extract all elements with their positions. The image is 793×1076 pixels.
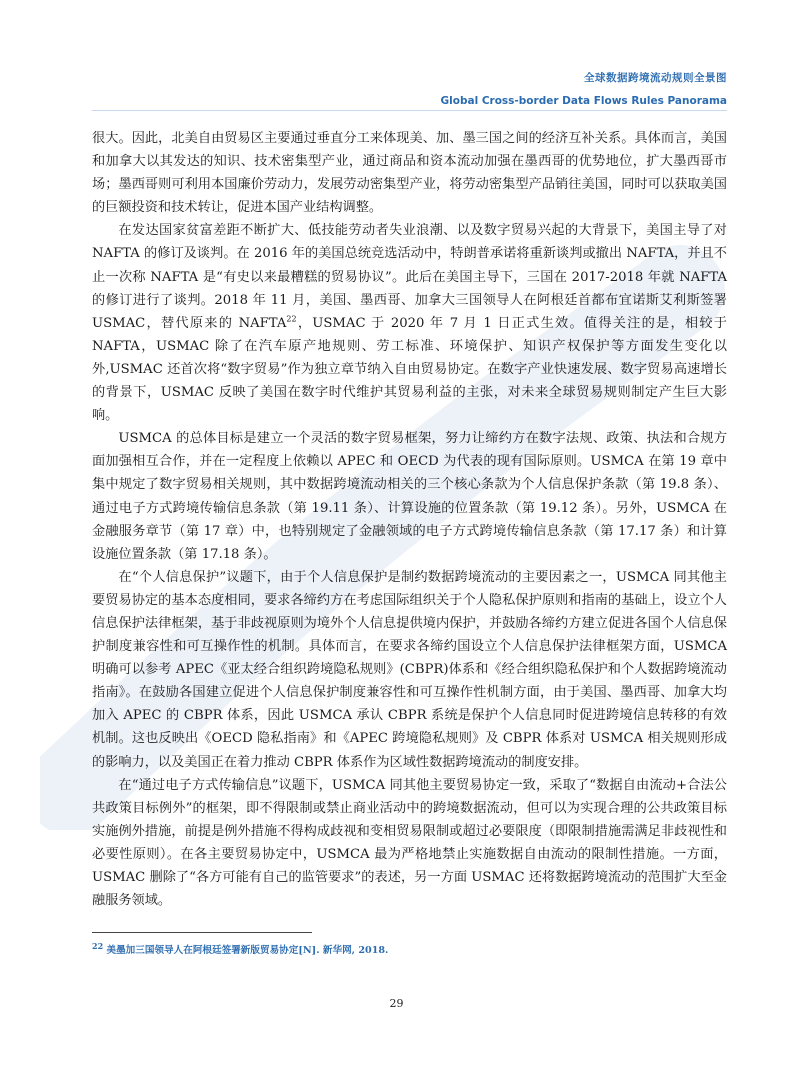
paragraph-1: 很大。因此，北美自由贸易区主要通过垂直分工来体现美、加、墨三国之间的经济互补关系。具体而言，美国和加拿大以其发达的知识、技术密集型产业，通过商品和资本流动加强在墨西哥的优势地位，扩大墨西哥市场；墨西哥则可利用本国廉价劳动力，发展劳动密集型产业，将劳动密集型产品销往美国，同时可以获取美国的巨额投资和技术转让，促进本国产业结构调整。 bbox=[92, 131, 727, 216]
header-title-en: Global Cross-border Data Flows Rules Panorama bbox=[440, 95, 727, 107]
paragraph-2-part-1: 在发达国家贫富差距不断扩大、低技能劳动者失业浪潮、以及数字贸易兴起的大背景下，美国主导了对 NAFTA 的修订及谈判。在 2016 年的美国总统竞选活动中，特朗普承诺将重新谈判或撤出 NAFTA，并且不止一次称 NAFTA 是“有史以来最糟糕的贸易协议”。此后在美国主导下，三国在 2017-2018 年就 NAFTA 的修订进行了谈判。2018 年 11 月，美国、墨西哥、加拿大三国领导人在阿根廷首都布宜诺斯艾利斯签署 USMAC，替代原来的 NAFTA bbox=[92, 223, 727, 331]
paragraph-2 bbox=[92, 219, 727, 427]
footnote-mark: 22 bbox=[92, 940, 104, 951]
body-text bbox=[92, 127, 727, 912]
header-title-cn: 全球数据跨境流动规则全景图 bbox=[584, 72, 727, 84]
footnote-divider bbox=[92, 932, 312, 933]
paragraph-4: 在“个人信息保护”议题下，由于个人信息保护是制约数据跨境流动的主要因素之一，USMCA 同其他主要贸易协定的基本态度相同，要求各缔约方在考虑国际组织关于个人隐私保护原则和指南的基础上，设立个人信息保护法律框架，基于非歧视原则为境外个人信息提供境内保护，并鼓励各缔约方建立促进各国个人信息保护制度兼容性和可互操作性的机制。具体而言，在要求各缔约国设立个人信息保护法律框架方面，USMCA 明确可以参考 APEC《亚太经合组织跨境隐私规则》(CBPR)体系和《经合组织隐私保护和个人数据跨境流动指南》。在鼓励各国建立促进个人信息保护制度兼容性和可互操作性机制方面，由于美国、墨西哥、加拿大均加入 APEC 的 CBPR 体系，因此 USMCA 承认 CBPR 系统是保护个人信息同时促进跨境信息转移的有效机制。这也反映出《OECD 隐私指南》和《APEC 跨境隐私规则》及 CBPR 体系对 USMCA 相关规则形成的影响力，以及美国正在着力推动 CBPR 体系作为区域性数据跨境流动的制度安排。 bbox=[92, 569, 727, 770]
running-header bbox=[441, 70, 727, 107]
header-divider bbox=[92, 110, 727, 111]
footnote-ref[interactable]: 22 bbox=[286, 314, 297, 324]
paragraph-5: 在“通过电子方式传输信息”议题下，USMCA 同其他主要贸易协定一致，采取了“数据自由流动+合法公共政策目标例外”的框架，即不得限制或禁止商业活动中的跨境数据流动，但可以为实现合理的公共政策目标实施例外措施，前提是例外措施不得构成歧视和变相贸易限制或超过必要限度（即限制措施需满足非歧视性和必要性原则）。在各主要贸易协定中，USMCA 最为严格地禁止实施数据自由流动的限制性措施。一方面，USMAC 删除了“各方可能有自己的监管要求”的表述，另一方面 USMAC 还将数据跨境流动的范围扩大至金融服务领域。 bbox=[92, 777, 727, 909]
footnote bbox=[92, 942, 732, 956]
footnote-text: 美墨加三国领导人在阿根廷签署新版贸易协定[N]. 新华网, 2018. bbox=[106, 945, 389, 956]
page-number: 29 bbox=[389, 997, 404, 1010]
paragraph-2-part-2: ，USMAC 于 2020 年 7 月 1 日正式生效。值得关注的是，相较于 NAFTA，USMAC 除了在汽车原产地规则、劳工标准、环境保护、知识产权保护等方面发生变化以外,USMAC 还首次将“数字贸易”作为独立章节纳入自由贸易协定。在数字产业快速发展、数字贸易高速增长的背景下，USMAC 反映了美国在数字时代维护其贸易利益的主张，对未来全球贸易规则制定产生巨大影响。 bbox=[92, 315, 727, 424]
paragraph-3: USMCA 的总体目标是建立一个灵活的数字贸易框架，努力让缔约方在数字法规、政策、执法和合规方面加强相互合作，并在一定程度上依赖以 APEC 和 OECD 为代表的现有国际原则。USMCA 在第 19 章中集中规定了数字贸易相关规则，其中数据跨境流动相关的三个核心条款为个人信息保护条款（第 19.8 条）、通过电子方式跨境传输信息条款（第 19.11 条）、计算设施的位置条款（第 19.12 条）。另外，USMCA 在金融服务章节（第 17 章）中，也特别规定了金融领域的电子方式跨境传输信息条款（第 17.17 条）和计算设施位置条款（第 17.18 条）。 bbox=[92, 431, 727, 562]
